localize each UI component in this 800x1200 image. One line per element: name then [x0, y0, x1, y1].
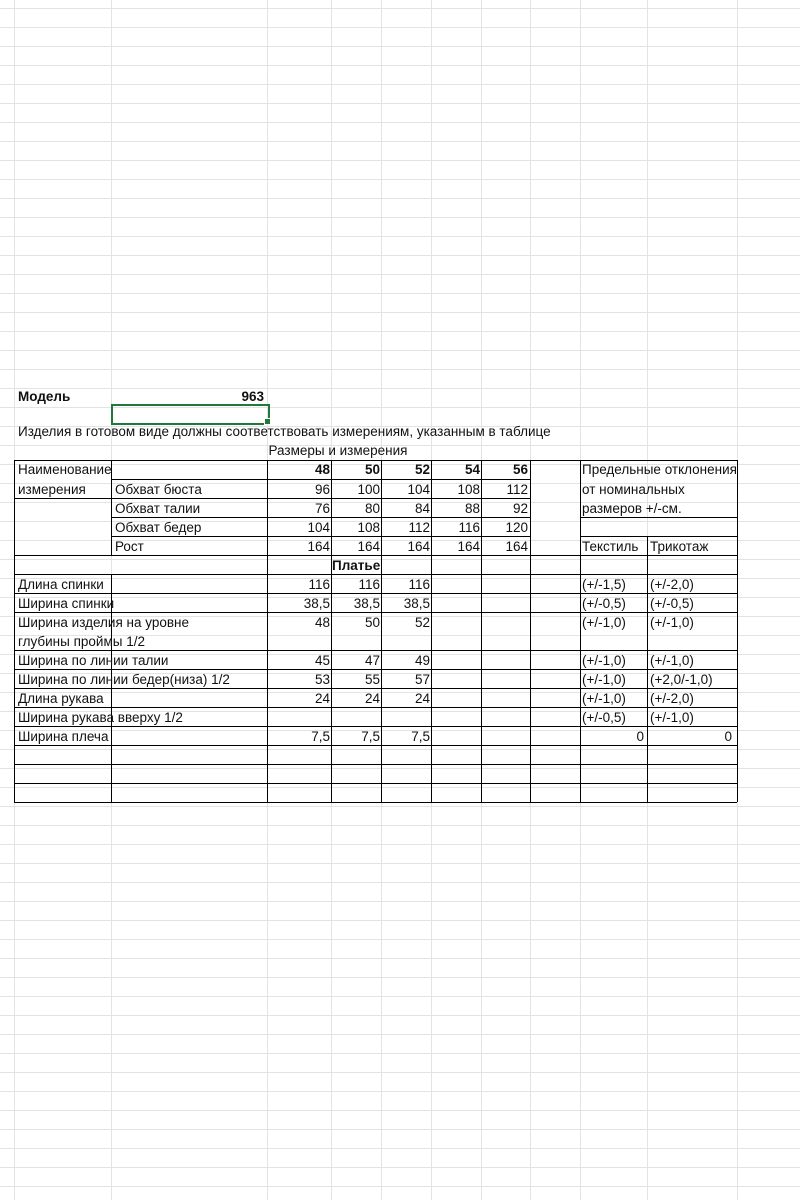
section-title: Платье	[332, 558, 381, 573]
row-textile: (+/-1,0)	[582, 672, 626, 687]
table-note: Изделия в готовом виде должны соответствовать измерениям, указанным в таблице	[18, 424, 551, 439]
measure-value: 164	[505, 539, 528, 554]
size-48: 48	[314, 462, 330, 477]
measure-value: 120	[505, 520, 528, 535]
measure-value: 76	[314, 501, 330, 516]
measure-value: 108	[457, 482, 480, 497]
row-value-50: 55	[364, 672, 380, 687]
model-number: 963	[241, 389, 264, 404]
row-value-52: 38,5	[403, 596, 430, 611]
row-knit: (+/-1,0)	[650, 615, 694, 630]
textile-header: Текстиль	[582, 539, 639, 554]
deviation-header-line1: Предельные отклонения	[582, 462, 737, 477]
row-value-50: 47	[364, 653, 380, 668]
measure-value: 112	[506, 482, 528, 497]
measure-value: 80	[364, 501, 380, 516]
measure-value: 88	[464, 501, 480, 516]
row-textile: (+/-0,5)	[582, 710, 626, 725]
row-value-52: 57	[414, 672, 430, 687]
row-knit: (+/-0,5)	[650, 596, 694, 611]
row-value-52: 116	[408, 577, 430, 592]
row-value-50: 24	[364, 691, 380, 706]
row-name: Длина спинки	[18, 577, 104, 592]
row-value-50: 38,5	[353, 596, 380, 611]
row-value-52: 7,5	[411, 729, 430, 744]
row-value-52: 24	[414, 691, 430, 706]
row-textile: (+/-1,0)	[582, 653, 626, 668]
size-50: 50	[364, 462, 380, 477]
row-value-48: 24	[314, 691, 330, 706]
measure-name: Обхват бюста	[115, 482, 202, 497]
name-header-line1: Наименование	[18, 462, 112, 477]
measure-value: 108	[357, 520, 380, 535]
row-value-50: 50	[364, 615, 380, 630]
row-name: глубины проймы 1/2	[18, 634, 145, 649]
measure-value: 164	[457, 539, 480, 554]
knit-header: Трикотаж	[650, 539, 709, 554]
row-value-48: 38,5	[303, 596, 330, 611]
measure-value: 104	[307, 520, 330, 535]
measure-value: 112	[408, 520, 430, 535]
measure-value: 100	[357, 482, 380, 497]
row-value-50: 116	[358, 577, 380, 592]
row-name: Ширина по линии бедер(низа) 1/2	[18, 672, 230, 687]
row-value-48: 53	[314, 672, 330, 687]
row-name: Ширина по линии талии	[18, 653, 169, 668]
size-54: 54	[464, 462, 480, 477]
row-value-48: 7,5	[311, 729, 330, 744]
row-value-48: 48	[314, 615, 330, 630]
row-value-48: 116	[308, 577, 330, 592]
measure-name: Обхват талии	[115, 501, 201, 516]
row-value-50: 7,5	[361, 729, 380, 744]
measure-name: Рост	[115, 539, 144, 554]
row-name: Ширина рукава вверху 1/2	[18, 710, 183, 725]
row-knit: 0	[724, 729, 732, 744]
row-knit: (+/-2,0)	[650, 577, 694, 592]
row-knit: (+/-1,0)	[650, 710, 694, 725]
size-52: 52	[414, 462, 430, 477]
row-textile: (+/-1,0)	[582, 615, 626, 630]
deviation-header-line3: размеров +/-см.	[582, 501, 682, 516]
row-value-52: 52	[414, 615, 430, 630]
row-textile: 0	[636, 729, 644, 744]
sizes-title: Размеры и измерения	[268, 443, 408, 458]
row-knit: (+2,0/-1,0)	[650, 672, 713, 687]
measure-value: 164	[307, 539, 330, 554]
measure-name: Обхват бедер	[115, 520, 202, 535]
measure-value: 96	[314, 482, 330, 497]
size-56: 56	[512, 462, 528, 477]
measure-value: 104	[407, 482, 430, 497]
model-label: Модель	[18, 389, 71, 404]
row-name: Ширина плеча	[18, 729, 109, 744]
row-knit: (+/-1,0)	[650, 653, 694, 668]
row-name: Ширина спинки	[18, 596, 115, 611]
measure-value: 164	[357, 539, 380, 554]
measure-value: 116	[458, 520, 480, 535]
measure-value: 92	[512, 501, 528, 516]
row-name: Ширина изделия на уровне	[18, 615, 189, 630]
row-textile: (+/-1,5)	[582, 577, 626, 592]
row-textile: (+/-1,0)	[582, 691, 626, 706]
row-value-52: 49	[414, 653, 430, 668]
row-value-48: 45	[314, 653, 330, 668]
row-name: Длина рукава	[18, 691, 104, 706]
name-header-line2: измерения	[18, 482, 86, 497]
row-knit: (+/-2,0)	[650, 691, 694, 706]
row-textile: (+/-0,5)	[582, 596, 626, 611]
measure-value: 164	[407, 539, 430, 554]
measure-value: 84	[414, 501, 430, 516]
deviation-header-line2: от номинальных	[582, 482, 685, 497]
